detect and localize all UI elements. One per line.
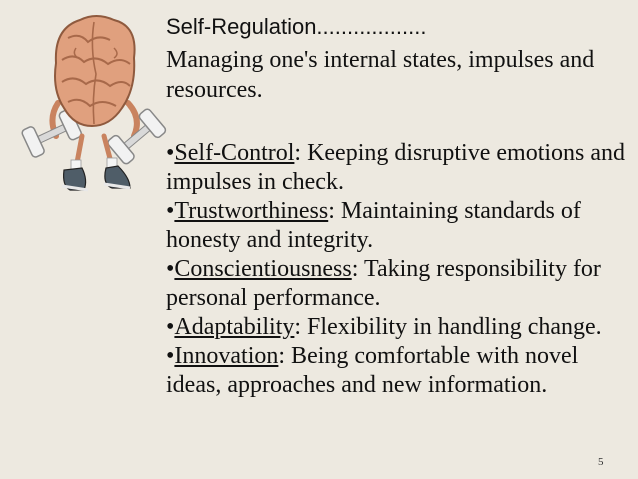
bullet-adaptability bbox=[166, 313, 628, 342]
bullet-description: : Maintaining standards of honesty and integrity. bbox=[166, 198, 581, 253]
bullet-term: Conscientiousness bbox=[174, 256, 352, 282]
bullet-marker: • bbox=[166, 256, 175, 282]
bullet-trustworthiness bbox=[166, 197, 628, 255]
slide-subtitle: Managing one's internal states, impulses and resources. bbox=[166, 47, 595, 103]
bullet-marker: • bbox=[166, 343, 175, 369]
slide-title: Self-Regulation.................. bbox=[166, 14, 427, 39]
bullet-term: Self-Control bbox=[174, 140, 295, 166]
bullet-marker: • bbox=[166, 198, 175, 224]
bullet-description: : Being comfortable with novel ideas, approaches and new information. bbox=[166, 343, 579, 398]
bullet-description: : Flexibility in handling change. bbox=[294, 314, 602, 340]
bullet-term: Innovation bbox=[174, 343, 279, 369]
bullet-self-control bbox=[166, 139, 628, 197]
bullet-marker: • bbox=[166, 314, 175, 340]
bullet-term: Trustworthiness bbox=[174, 198, 329, 224]
bullet-innovation bbox=[166, 342, 628, 400]
bullet-description: : Keeping disruptive emotions and impulses in check. bbox=[166, 140, 626, 195]
bullet-description: : Taking responsibility for personal performance. bbox=[166, 256, 601, 311]
bullet-conscientiousness bbox=[166, 255, 628, 313]
bullet-list bbox=[166, 139, 628, 400]
page-number: 5 bbox=[598, 456, 604, 468]
bullet-marker: • bbox=[166, 140, 175, 166]
brain-lifting-dumbbells-icon bbox=[18, 8, 168, 208]
bullet-term: Adaptability bbox=[174, 314, 295, 340]
